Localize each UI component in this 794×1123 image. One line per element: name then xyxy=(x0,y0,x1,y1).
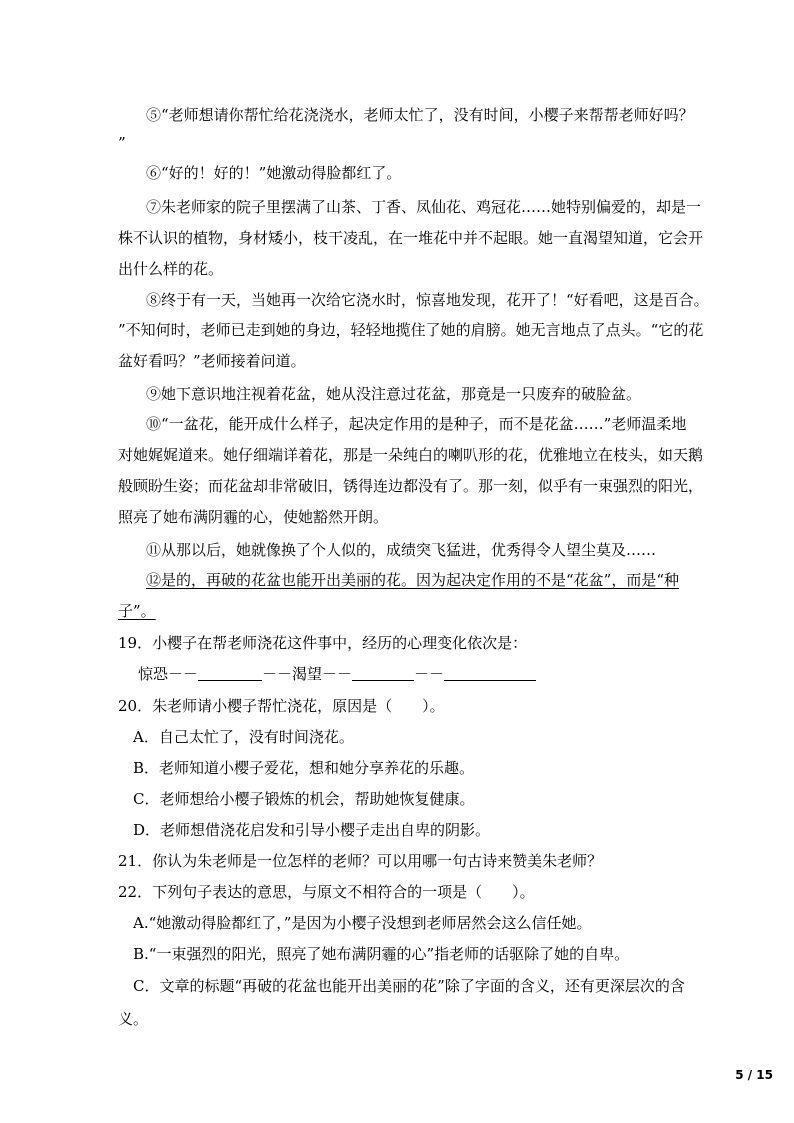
passage-line: ⑩“一盆花，能开成什么样子，起决定作用的是种子，而不是花盆……”老师温柔地 xyxy=(146,415,687,433)
answer-blank-1[interactable] xyxy=(198,666,262,681)
question-20-option-d: D．老师想借浇花启发和引导小樱子走出自卑的阴影。 xyxy=(133,821,491,839)
q19-word-2: －－渴望－－ xyxy=(262,665,353,683)
question-22-option-c-cont: 义。 xyxy=(118,1010,149,1028)
question-19-answer-row xyxy=(138,664,536,684)
question-22-option-b: B.“一束强烈的阳光，照亮了她布满阴霾的心”指老师的话驱除了她的自卑。 xyxy=(133,945,630,963)
q19-word-3: －－ xyxy=(414,665,445,683)
passage-line: ⑧终于有一天，当她再一次给它浇水时，惊喜地发现，花开了！“好看吧，这是百合。 xyxy=(146,291,709,309)
passage-line: 般顾盼生姿；而花盆却非常破旧，锈得连边都没有了。那一刻，似乎有一束强烈的阳光， xyxy=(118,477,704,495)
question-20-option-a: A．自己太忙了，没有时间浇花。 xyxy=(133,728,354,746)
answer-blank-3[interactable] xyxy=(444,666,536,681)
passage-line: ” xyxy=(118,134,126,152)
passage-line: 出什么样的花。 xyxy=(118,260,224,278)
question-22-option-c: C．文章的标题“再破的花盆也能开出美丽的花”除了字面的含义，还有更深层次的含 xyxy=(133,977,685,995)
question-22-stem: 22．下列句子表达的意思，与原文不相符合的一项是（ ）。 xyxy=(118,883,535,901)
question-20-option-c: C．老师想给小樱子锻炼的机会，帮助她恢复健康。 xyxy=(133,790,475,808)
question-22-option-a: A.“她激动得脸都红了，”是因为小樱子没想到老师居然会这么信任她。 xyxy=(133,914,592,932)
passage-line-underlined: ⑫是的，再破的花盆也能开出美丽的花。因为起决定作用的不是“花盆”，而是“种 xyxy=(146,571,680,589)
passage-line: ”不知何时，老师已走到她的身边，轻轻地揽住了她的肩膀。她无言地点了点头。“它的花 xyxy=(118,321,704,339)
question-19-stem: 19．小樱子在帮老师浇花这件事中，经历的心理变化依次是： xyxy=(118,634,528,652)
passage-line: ⑦朱老师家的院子里摆满了山茶、丁香、凤仙花、鸡冠花……她特别偏爱的，却是一 xyxy=(146,198,702,216)
question-21-stem: 21．你认为朱老师是一位怎样的老师？可以用哪一句古诗来赞美朱老师？ xyxy=(118,852,603,870)
question-20-stem: 20．朱老师请小樱子帮忙浇花，原因是（ ）。 xyxy=(118,697,445,715)
question-20-option-b: B．老师知道小樱子爱花，想和她分享养花的乐趣。 xyxy=(133,759,475,777)
passage-line: 株不认识的植物，身材矮小，枝干凌乱，在一堆花中并不起眼。她一直渴望知道，它会开 xyxy=(118,229,704,247)
passage-line: ⑤“老师想请你帮忙给花浇浇水，老师太忙了，没有时间，小樱子来帮帮老师好吗？ xyxy=(146,106,694,124)
passage-line: ⑥“好的！好的！”她激动得脸都红了。 xyxy=(146,164,402,182)
passage-line: 照亮了她布满阴霾的心，使她豁然开朗。 xyxy=(118,508,389,526)
passage-line: ⑨她下意识地注视着花盆，她从没注意过花盆，那竟是一只废弃的破脸盆。 xyxy=(146,385,642,403)
passage-line-underlined: 子”。 xyxy=(118,602,156,620)
q19-word-1: 惊恐－－ xyxy=(138,665,199,683)
passage-line: 盆好看吗？”老师接着问道。 xyxy=(118,352,306,370)
answer-blank-2[interactable] xyxy=(352,666,414,681)
page-number: 5 / 15 xyxy=(735,1068,773,1082)
passage-line: 对她娓娓道来。她仔细端详着花，那是一朵纯白的喇叭形的花，优雅地立在枝头，如天鹅 xyxy=(118,446,704,464)
passage-line: ⑪从那以后，她就像换了个人似的，成绩突飞猛进，优秀得令人望尘莫及…… xyxy=(146,541,657,559)
